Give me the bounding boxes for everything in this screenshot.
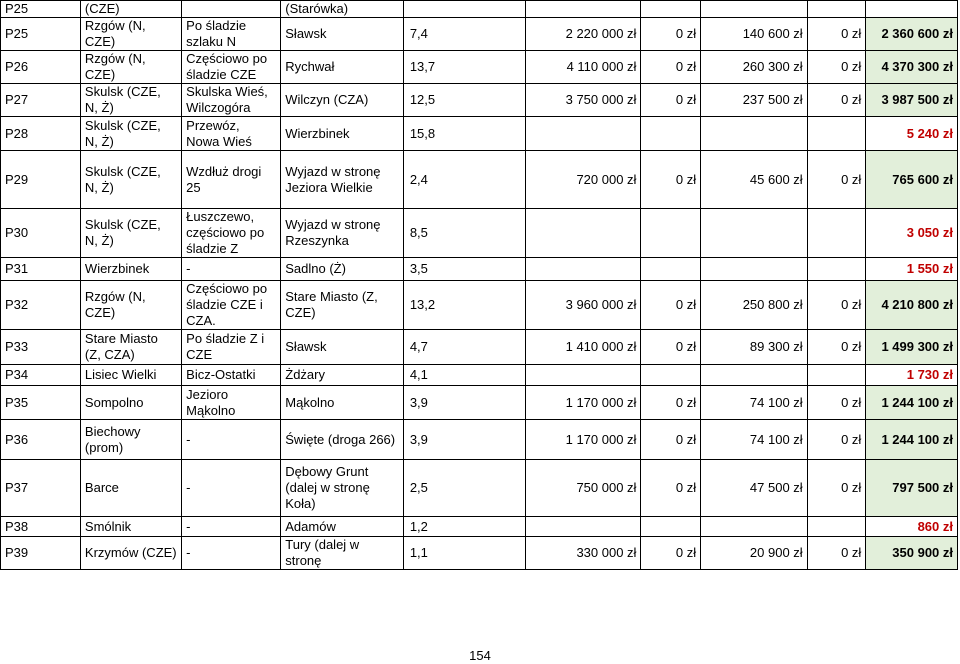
cell-cost3 (701, 117, 808, 151)
cell-id: P36 (1, 420, 81, 460)
cell-via: Po śladzie Z i CZE (182, 330, 281, 365)
cell-via: Łuszczewo, częściowo po śladzie Z (182, 209, 281, 258)
cell-to: Dębowy Grunt (dalej w stronę Koła) (281, 460, 404, 517)
cell-cost1: 2 220 000 zł (526, 18, 641, 51)
cell-id: P30 (1, 209, 81, 258)
cell-len: 12,5 (403, 84, 526, 117)
cell-to: Wierzbinek (281, 117, 404, 151)
cell-via: - (182, 258, 281, 281)
cell-cost4: 0 zł (807, 420, 866, 460)
cell-len: 1,1 (403, 537, 526, 570)
cell-cost3: 20 900 zł (701, 537, 808, 570)
cell-via: Częściowo po śladzie CZE (182, 51, 281, 84)
cell-via: - (182, 537, 281, 570)
cell-from: Barce (80, 460, 181, 517)
cell-to: Sadlno (Ż) (281, 258, 404, 281)
cell-cost4: 0 zł (807, 281, 866, 330)
cell-total: 5 240 zł (866, 117, 958, 151)
cell-cost2: 0 zł (641, 420, 701, 460)
cell-cost2: 0 zł (641, 51, 701, 84)
cell-len: 13,2 (403, 281, 526, 330)
cell-cost3 (701, 209, 808, 258)
cell-len: 3,9 (403, 420, 526, 460)
cell-cost3 (701, 258, 808, 281)
cell-total: 1 244 100 zł (866, 386, 958, 420)
cell-to: Stare Miasto (Z, CZE) (281, 281, 404, 330)
cell-cost1: 3 750 000 zł (526, 84, 641, 117)
cell-total: 350 900 zł (866, 537, 958, 570)
cell-to: Święte (droga 266) (281, 420, 404, 460)
cell-to: Wyjazd w stronę Rzeszynka (281, 209, 404, 258)
cell-cost3: 45 600 zł (701, 151, 808, 209)
cell-via: - (182, 460, 281, 517)
cell-cost2: 0 zł (641, 18, 701, 51)
cell-cost4: 0 zł (807, 51, 866, 84)
cell-from: Biechowy (prom) (80, 420, 181, 460)
cell-id: P38 (1, 517, 81, 537)
cell-total: 1 550 zł (866, 258, 958, 281)
cell-to: Żdżary (281, 365, 404, 386)
cell-to: (Starówka) (281, 1, 404, 18)
cell-to: Mąkolno (281, 386, 404, 420)
cell-cost2 (641, 1, 701, 18)
cell-to: Sławsk (281, 330, 404, 365)
cell-id: P29 (1, 151, 81, 209)
cell-cost1 (526, 517, 641, 537)
cell-cost1: 720 000 zł (526, 151, 641, 209)
cell-via: Bicz-Ostatki (182, 365, 281, 386)
cell-cost3: 74 100 zł (701, 386, 808, 420)
table-row (1, 386, 958, 420)
cell-via (182, 1, 281, 18)
cell-cost1: 3 960 000 zł (526, 281, 641, 330)
cell-cost3: 250 800 zł (701, 281, 808, 330)
cell-to: Wyjazd w stronę Jeziora Wielkie (281, 151, 404, 209)
cell-len: 2,4 (403, 151, 526, 209)
cell-cost2: 0 zł (641, 330, 701, 365)
cell-to: Rychwał (281, 51, 404, 84)
cell-via: Częściowo po śladzie CZE i CZA. (182, 281, 281, 330)
cell-cost2 (641, 517, 701, 537)
cell-cost4 (807, 117, 866, 151)
cell-cost3 (701, 517, 808, 537)
cell-total: 3 050 zł (866, 209, 958, 258)
cell-from: Skulsk (CZE, N, Ż) (80, 84, 181, 117)
cell-to: Tury (dalej w stronę (281, 537, 404, 570)
cell-len: 4,1 (403, 365, 526, 386)
cell-to: Wilczyn (CZA) (281, 84, 404, 117)
cell-cost4 (807, 209, 866, 258)
cell-from: Smólnik (80, 517, 181, 537)
cell-id: P39 (1, 537, 81, 570)
cell-len: 1,2 (403, 517, 526, 537)
table-row (1, 460, 958, 517)
table-row (1, 330, 958, 365)
cell-id: P25 (1, 18, 81, 51)
cell-cost1 (526, 1, 641, 18)
table-row (1, 517, 958, 537)
cell-total: 765 600 zł (866, 151, 958, 209)
cell-total: 797 500 zł (866, 460, 958, 517)
cell-cost2: 0 zł (641, 386, 701, 420)
cell-from: Rzgów (N, CZE) (80, 18, 181, 51)
cell-id: P32 (1, 281, 81, 330)
cell-cost3 (701, 365, 808, 386)
cell-cost3: 47 500 zł (701, 460, 808, 517)
cell-from: Wierzbinek (80, 258, 181, 281)
cell-from: Skulsk (CZE, N, Ż) (80, 151, 181, 209)
cell-cost2: 0 zł (641, 537, 701, 570)
cell-id: P33 (1, 330, 81, 365)
cell-via: - (182, 420, 281, 460)
cell-total (866, 1, 958, 18)
cell-total: 1 244 100 zł (866, 420, 958, 460)
cell-cost2: 0 zł (641, 84, 701, 117)
table-row (1, 209, 958, 258)
cell-from: Lisiec Wielki (80, 365, 181, 386)
cell-cost4 (807, 517, 866, 537)
cell-from: Skulsk (CZE, N, Ż) (80, 117, 181, 151)
table-row (1, 117, 958, 151)
cell-cost3: 260 300 zł (701, 51, 808, 84)
cell-total: 4 370 300 zł (866, 51, 958, 84)
cell-cost1 (526, 209, 641, 258)
cell-id: P34 (1, 365, 81, 386)
cell-cost3: 237 500 zł (701, 84, 808, 117)
cell-cost1: 1 170 000 zł (526, 420, 641, 460)
cell-id: P27 (1, 84, 81, 117)
cell-len: 3,9 (403, 386, 526, 420)
table-row (1, 151, 958, 209)
cell-total: 4 210 800 zł (866, 281, 958, 330)
table-row (1, 365, 958, 386)
page-number: 154 (469, 648, 491, 663)
table-row (1, 281, 958, 330)
cell-cost4: 0 zł (807, 330, 866, 365)
cell-len (403, 1, 526, 18)
cell-from: Sompolno (80, 386, 181, 420)
cell-cost4: 0 zł (807, 18, 866, 51)
cell-from: (CZE) (80, 1, 181, 18)
cell-cost4: 0 zł (807, 84, 866, 117)
cell-cost3 (701, 1, 808, 18)
cell-len: 3,5 (403, 258, 526, 281)
cell-cost4: 0 zł (807, 151, 866, 209)
cell-total: 1 499 300 zł (866, 330, 958, 365)
table-row (1, 537, 958, 570)
cell-len: 15,8 (403, 117, 526, 151)
cell-id: P31 (1, 258, 81, 281)
cell-cost2 (641, 209, 701, 258)
cell-from: Rzgów (N, CZE) (80, 51, 181, 84)
cell-len: 13,7 (403, 51, 526, 84)
cell-id: P25 (1, 1, 81, 18)
cell-from: Skulsk (CZE, N, Ż) (80, 209, 181, 258)
cell-id: P28 (1, 117, 81, 151)
cell-cost1 (526, 365, 641, 386)
cell-cost4: 0 zł (807, 537, 866, 570)
cell-id: P35 (1, 386, 81, 420)
cell-cost2: 0 zł (641, 460, 701, 517)
cell-cost1: 1 410 000 zł (526, 330, 641, 365)
cell-cost1: 1 170 000 zł (526, 386, 641, 420)
cell-len: 4,7 (403, 330, 526, 365)
table-row (1, 1, 958, 18)
cell-cost4 (807, 258, 866, 281)
table-row (1, 420, 958, 460)
cell-via: Przewóz, Nowa Wieś (182, 117, 281, 151)
cell-cost1: 750 000 zł (526, 460, 641, 517)
cell-to: Sławsk (281, 18, 404, 51)
table-row (1, 258, 958, 281)
cell-total: 3 987 500 zł (866, 84, 958, 117)
cell-cost2 (641, 117, 701, 151)
cell-via: Skulska Wieś, Wilczogóra (182, 84, 281, 117)
cell-len: 2,5 (403, 460, 526, 517)
cell-cost1: 330 000 zł (526, 537, 641, 570)
cell-total: 1 730 zł (866, 365, 958, 386)
cell-cost2: 0 zł (641, 281, 701, 330)
cell-cost4 (807, 365, 866, 386)
table-row (1, 18, 958, 51)
cell-to: Adamów (281, 517, 404, 537)
cell-cost3: 89 300 zł (701, 330, 808, 365)
cell-cost2: 0 zł (641, 151, 701, 209)
cell-cost1: 4 110 000 zł (526, 51, 641, 84)
table-row (1, 84, 958, 117)
cell-total: 860 zł (866, 517, 958, 537)
cell-cost2 (641, 365, 701, 386)
cell-via: Wzdłuż drogi 25 (182, 151, 281, 209)
cell-via: Po śladzie szlaku N (182, 18, 281, 51)
cell-cost2 (641, 258, 701, 281)
cell-cost4: 0 zł (807, 460, 866, 517)
cell-from: Rzgów (N, CZE) (80, 281, 181, 330)
cell-cost3: 74 100 zł (701, 420, 808, 460)
cell-len: 8,5 (403, 209, 526, 258)
cell-cost1 (526, 117, 641, 151)
table-row (1, 51, 958, 84)
cell-id: P37 (1, 460, 81, 517)
cell-cost4: 0 zł (807, 386, 866, 420)
cell-total: 2 360 600 zł (866, 18, 958, 51)
cell-len: 7,4 (403, 18, 526, 51)
cell-from: Krzymów (CZE) (80, 537, 181, 570)
cell-cost3: 140 600 zł (701, 18, 808, 51)
cell-from: Stare Miasto (Z, CZA) (80, 330, 181, 365)
cell-cost1 (526, 258, 641, 281)
cell-via: Jezioro Mąkolno (182, 386, 281, 420)
cell-id: P26 (1, 51, 81, 84)
cell-via: - (182, 517, 281, 537)
cell-cost4 (807, 1, 866, 18)
